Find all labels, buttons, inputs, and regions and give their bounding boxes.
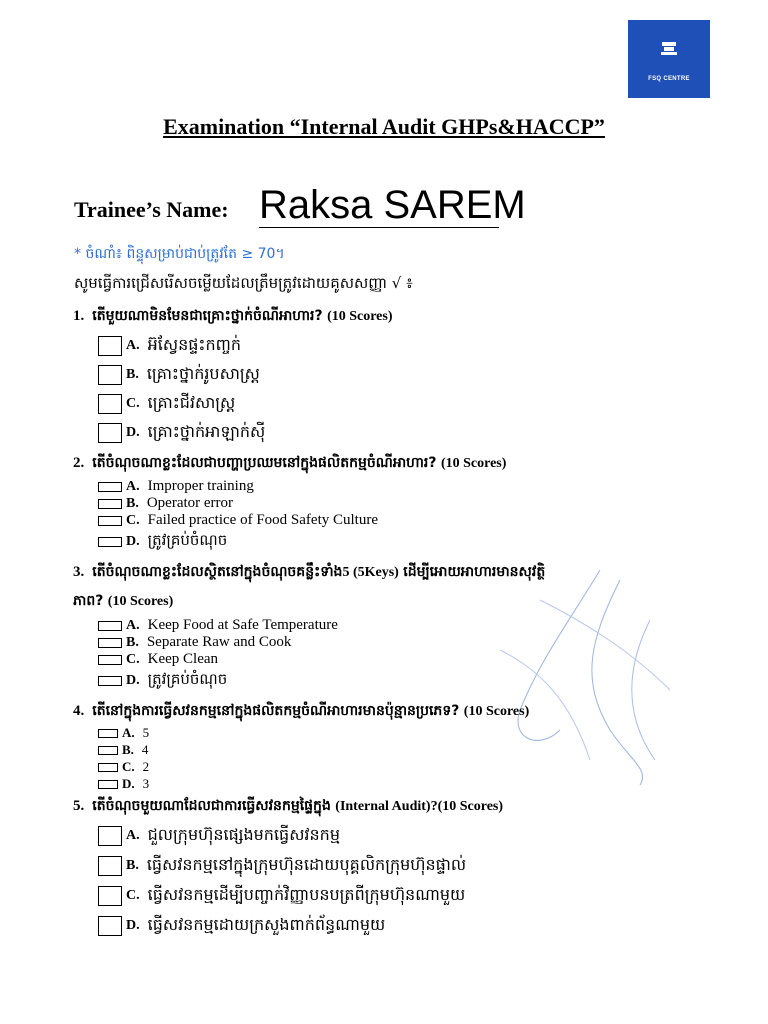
question-3-option-a[interactable]: A. Keep Food at Safe Temperature [98,617,338,634]
trainee-name-underline [259,227,499,228]
trainee-label: Trainee’s Name: [74,197,229,222]
checkbox[interactable] [98,336,122,356]
question-1-option-a[interactable]: A. អ៊ស្វែនផ្ទះកញ្ចក់ [98,334,241,358]
question-1-option-c[interactable]: C. គ្រោះជីវសាស្ត្រ [98,392,235,416]
checkbox[interactable] [98,655,122,665]
question-2-option-b[interactable]: B. Operator error [98,495,233,512]
question-3-option-b[interactable]: B. Separate Raw and Cook [98,634,291,651]
question-3-option-c[interactable]: C. Keep Clean [98,651,218,668]
logo [628,20,710,98]
checkbox[interactable] [98,746,118,755]
question-2-option-a[interactable]: A. Improper training [98,478,254,495]
question-4-option-a[interactable]: A. 5 [98,725,149,741]
checkbox[interactable] [98,638,122,648]
question-3-line-2: ភាព? (10 Scores) [73,593,174,609]
checkbox[interactable] [98,499,122,509]
question-1-option-d[interactable]: D. គ្រោះថ្នាក់អាឡាក់ស៊ី [98,421,265,445]
checkbox[interactable] [98,537,122,547]
checkbox[interactable] [98,729,118,738]
question-1: 1. តើមួយណាមិនមែនជាគ្រោះថ្នាក់ចំណីអាហារ? (10 Scores) [73,308,393,324]
logo-text: FSQ CENTRE [648,76,690,82]
page-title: Examination “Internal Audit GHPs&HACCP” [163,114,605,139]
question-2-option-d[interactable]: D. ត្រូវគ្រប់ចំណុច [98,531,227,553]
checkbox[interactable] [98,365,122,385]
checkbox[interactable] [98,886,122,906]
question-3: 3. តើចំណុចណាខ្លះដែលស្ថិតនៅក្នុងចំណុចគន្លឹះទាំង5 (5Keys) ដើម្បីអោយអាហារមានសុវត្ថិ [73,564,546,580]
question-4-option-c[interactable]: C. 2 [98,759,149,775]
checkbox[interactable] [98,516,122,526]
question-5-option-c[interactable]: C. ធ្វើសវនកម្មដើម្បីបញ្ចាក់វិញ្ញាបនបត្រពីក្រុមហ៊ុនណាមួយ [98,884,465,908]
checkbox[interactable] [98,621,122,631]
question-3-option-d[interactable]: D. ត្រូវគ្រប់ចំណុច [98,670,227,692]
question-2: 2. តើចំណុចណាខ្លះដែលជាបញ្ហាប្រឈមនៅក្នុងផលិតកម្មចំណីអាហារ? (10 Scores) [73,455,507,471]
checkbox[interactable] [98,916,122,936]
pen-scribble [480,560,680,790]
question-1-option-b[interactable]: B. គ្រោះថ្នាក់រូបសាស្ត្រ [98,363,260,387]
checkbox[interactable] [98,676,122,686]
checkbox[interactable] [98,482,122,492]
checkbox[interactable] [98,394,122,414]
question-5: 5. តើចំណុចមួយណាដែលជាការធ្វើសវនកម្មផ្ទៃក្នុង (Internal Audit)?(10 Scores) [73,798,504,814]
trainee-name-field[interactable]: Raksa SAREM [259,183,526,227]
question-5-option-b[interactable]: B. ធ្វើសវនកម្មនៅក្នុងក្រុមហ៊ុនដោយបុគ្គលិកក្រុមហ៊ុនផ្ទាល់ [98,854,466,878]
question-4-option-d[interactable]: D. 3 [98,776,149,792]
question-4-option-b[interactable]: B. 4 [98,742,148,758]
checkbox[interactable] [98,856,122,876]
instruction-text: សូមធ្វើការជ្រើសរើសចម្លើយដែលត្រឹមត្រូវដោយគូសសញ្ញា √ ៖ [74,274,413,292]
graduation-cap-icon [659,42,679,56]
passing-score-note: * ចំណាំ៖ ពិន្ទុសម្រាប់ជាប់ត្រូវតែ ≥ 70។ [74,246,285,262]
checkbox[interactable] [98,423,122,443]
checkbox[interactable] [98,780,118,789]
checkbox[interactable] [98,763,118,772]
question-2-option-c[interactable]: C. Failed practice of Food Safety Culture [98,512,378,529]
question-5-option-d[interactable]: D. ធ្វើសវនកម្មដោយក្រសួងពាក់ព័ន្ធណាមួយ [98,914,385,938]
question-5-option-a[interactable]: A. ជួលក្រុមហ៊ុនផ្សេងមកធ្វើសវនកម្ម [98,824,340,848]
checkbox[interactable] [98,826,122,846]
question-4: 4. តើនៅក្នុងការធ្វើសវនកម្មនៅក្នុងផលិតកម្មចំណីអាហារមានប៉ុន្មានប្រភេទ? (10 Scores) [73,703,530,719]
